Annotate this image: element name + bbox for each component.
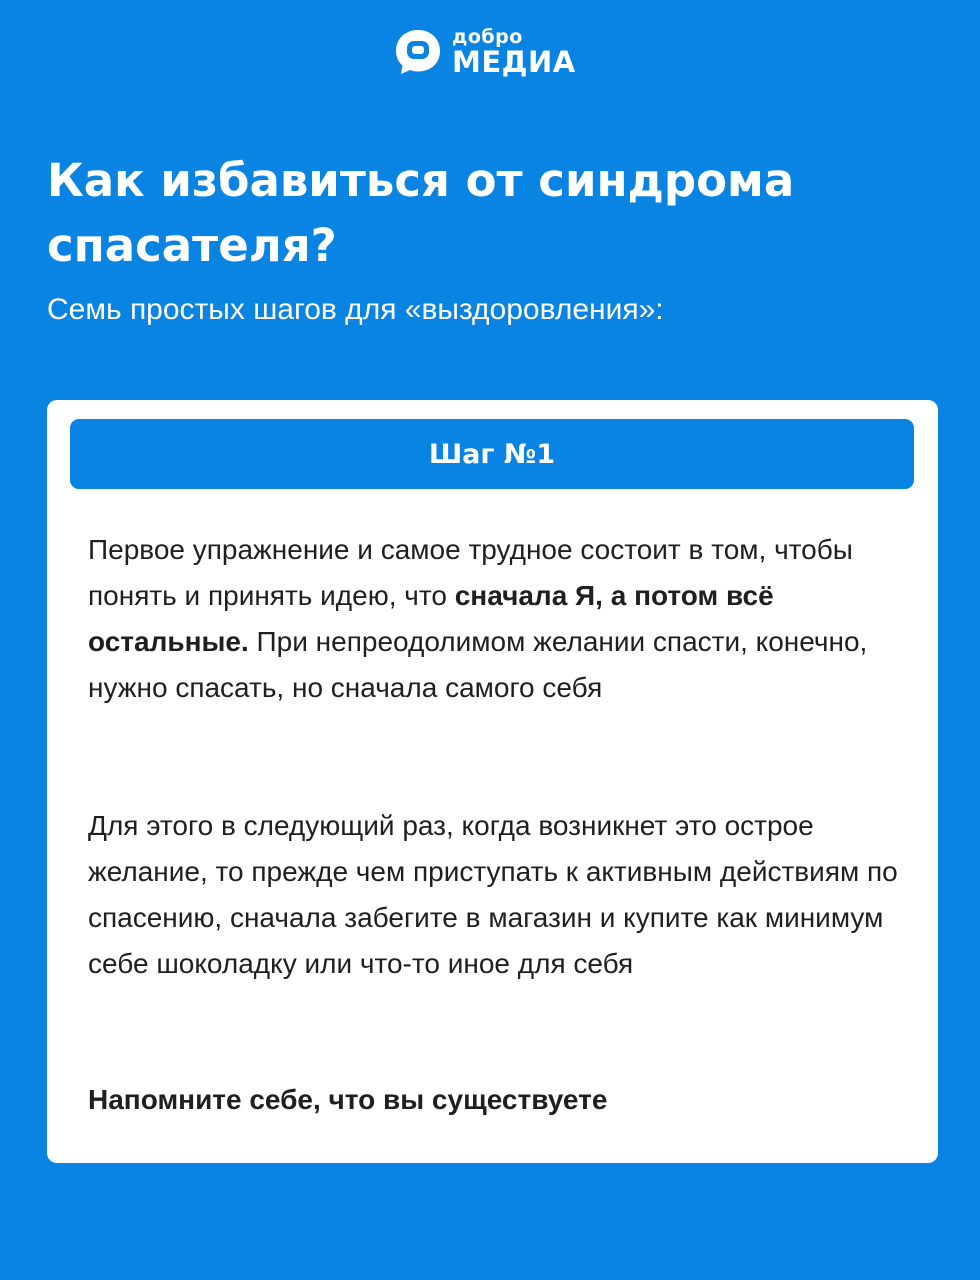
- reminder-text: Напомните себе, что вы существуете: [88, 1084, 608, 1115]
- step-card: [47, 400, 938, 1163]
- logo-wordmark-top: добро: [452, 25, 523, 48]
- logo-wordmark-bottom: МЕДИА: [452, 44, 576, 79]
- paragraph-1-text-a: Первое упражнение и самое трудное состоит в том, чтобы понять и принять идею, что: [88, 534, 853, 611]
- paragraph-1-bold: сначала Я, а потом всё остальные.: [88, 580, 774, 657]
- page-subtitle: Семь простых шагов для «выздоровления»:: [47, 293, 664, 326]
- step-header: [70, 419, 914, 489]
- paragraph-1: [88, 527, 908, 711]
- paragraph-2: Для этого в следующий раз, когда возникнет это острое желание, то прежде чем приступать к активным действиям по спасению, сначала забегите в магазин и купите как минимум себе шоколадку или что-то иное для себя: [88, 810, 898, 979]
- page-title: Как избавиться от синдрома спасателя?: [47, 154, 795, 272]
- step-label: Шаг №1: [428, 438, 556, 470]
- paragraph-3-bold: [88, 1077, 908, 1123]
- speech-bubble-icon: [393, 27, 443, 77]
- brand-logo: [393, 26, 576, 78]
- paragraph-1-text-b: При непреодолимом желании спасти, конечно, нужно спасать, но сначала самого себя: [88, 626, 868, 703]
